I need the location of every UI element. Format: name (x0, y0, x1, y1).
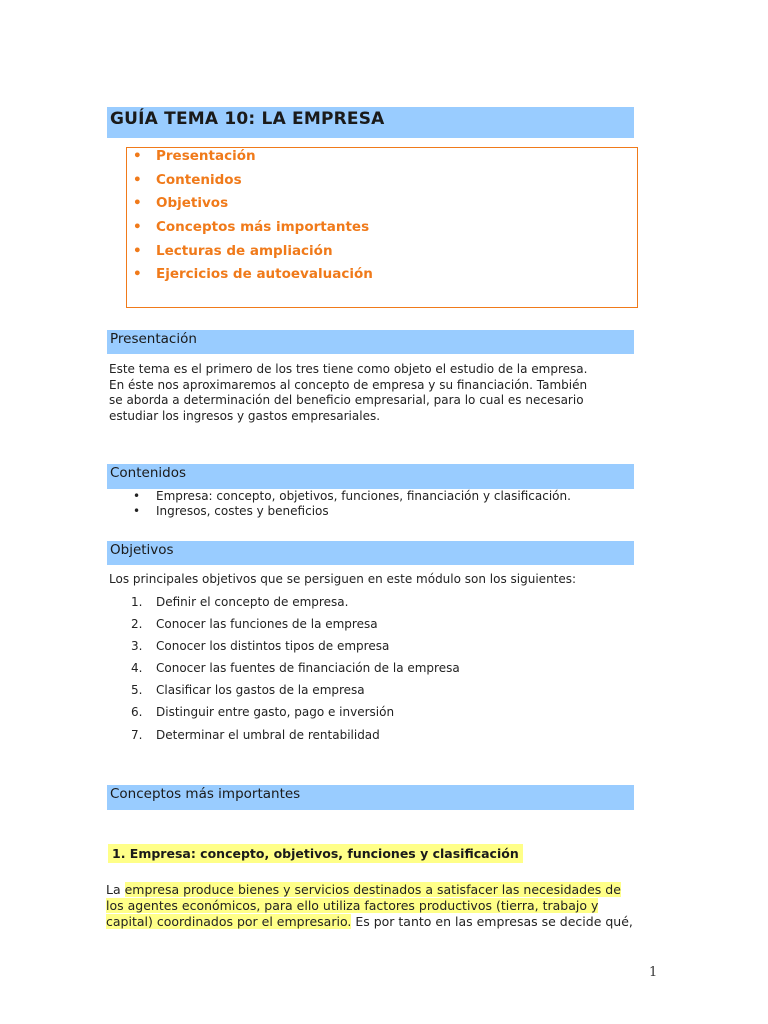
toc-item-lecturas[interactable]: • Lecturas de ampliación (133, 243, 333, 259)
presentacion-line: Este tema es el primero de los tres tiene como objeto el estudio de la empresa. (109, 362, 588, 376)
page-title: GUÍA TEMA 10: LA EMPRESA (110, 109, 385, 129)
toc-item-ejercicios[interactable]: • Ejercicios de autoevaluación (133, 266, 373, 282)
section-bar-objetivos (107, 541, 634, 565)
objetivo-item: 2. Conocer las funciones de la empresa (131, 617, 378, 631)
objetivo-item: 7. Determinar el umbral de rentabilidad (131, 728, 380, 742)
concept-line: capital) coordinados por el empresario. Es por tanto en las empresas se decide qué, (106, 914, 633, 929)
contenidos-item: • Ingresos, costes y beneficios (133, 504, 329, 518)
objetivo-item: 1. Definir el concepto de empresa. (131, 595, 349, 609)
concept-paragraph (106, 882, 658, 930)
section-bar-contenidos (107, 464, 634, 489)
toc-item-objetivos[interactable]: • Objetivos (133, 195, 229, 211)
objetivo-item: 5. Clasificar los gastos de la empresa (131, 683, 365, 697)
page-number: 1 (649, 965, 658, 980)
presentacion-paragraph (109, 362, 641, 424)
toc-item-presentacion[interactable]: • Presentación (133, 148, 256, 164)
contenidos-item: • Empresa: concepto, objetivos, funciones, financiación y clasificación. (133, 489, 571, 503)
objetivo-item: 6. Distinguir entre gasto, pago e inversión (131, 705, 395, 719)
section-heading-contenidos: Contenidos (110, 465, 187, 481)
concept-line: los agentes económicos, para ello utiliza factores productivos (tierra, trabajo y (106, 898, 599, 913)
section-heading-objetivos: Objetivos (110, 542, 174, 558)
toc-item-conceptos[interactable]: • Conceptos más importantes (133, 219, 370, 235)
section-heading-conceptos: Conceptos más importantes (110, 786, 301, 802)
presentacion-line: En éste nos aproximaremos al concepto de empresa y su financiación. También (109, 377, 588, 392)
objetivos-intro: Los principales objetivos que se persiguen en este módulo son los siguientes: (109, 572, 577, 586)
concept-line: La empresa produce bienes y servicios destinados a satisfacer las necesidades de (106, 882, 621, 897)
concept-subheading: 1. Empresa: concepto, objetivos, funciones y clasificación (108, 844, 523, 863)
section-heading-presentacion: Presentación (110, 331, 197, 347)
presentacion-line: se aborda a determinación del beneficio empresarial, para lo cual es necesario (109, 393, 584, 407)
objetivo-item: 3. Conocer los distintos tipos de empresa (131, 639, 390, 653)
objetivo-item: 4. Conocer las fuentes de financiación de la empresa (131, 661, 460, 675)
presentacion-line: estudiar los ingresos y gastos empresariales. (109, 408, 381, 423)
toc-item-contenidos[interactable]: • Contenidos (133, 172, 242, 188)
